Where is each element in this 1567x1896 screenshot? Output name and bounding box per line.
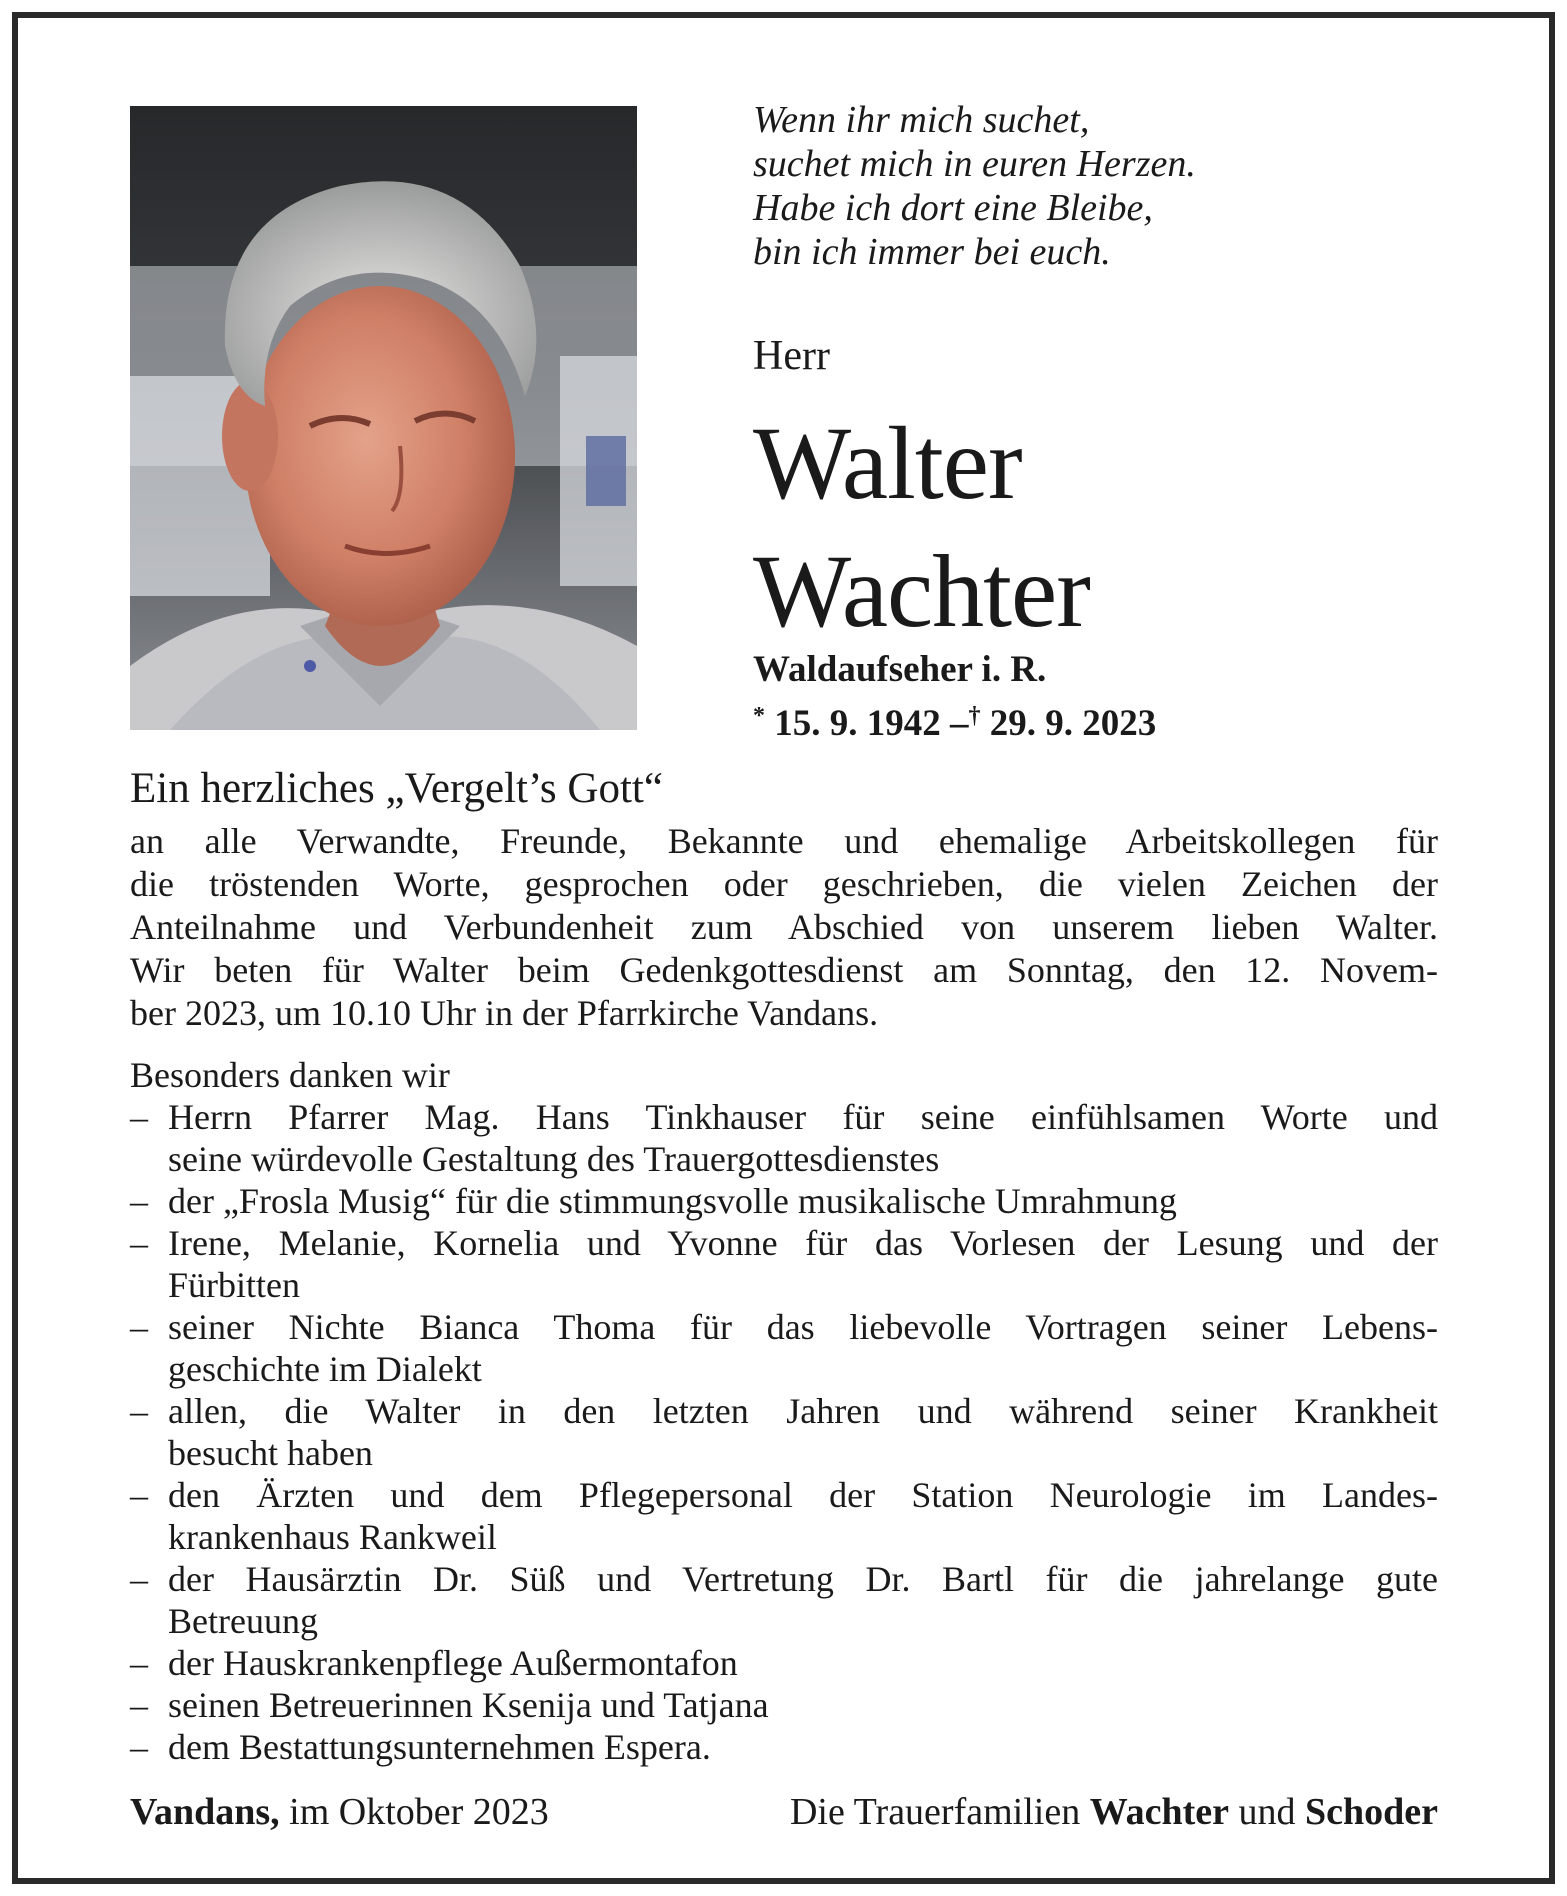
dash-bullet: – <box>130 1475 148 1515</box>
first-name: Walter <box>753 406 1022 521</box>
thanks-item-line: Betreuung <box>168 1601 318 1641</box>
birth-symbol: * <box>753 703 765 729</box>
occupation: Waldaufseher i. R. <box>753 649 1047 690</box>
death-symbol: † <box>968 703 981 729</box>
thanks-item <box>130 1642 1438 1684</box>
thanks-item <box>130 1474 1438 1558</box>
thanks-item-line: Irene, Melanie, Kornelia und Yvonne für das Vorlesen der Lesung und der <box>168 1223 1438 1263</box>
life-dates <box>753 694 1156 746</box>
paragraph-line: Wir beten für Walter beim Gedenkgottesdienst am Sonntag, den 12. Novem- <box>130 950 1438 990</box>
poem <box>753 98 1196 274</box>
thanks-item-line: allen, die Walter in den letzten Jahren und während seiner Krankheit <box>168 1391 1438 1431</box>
portrait-photo <box>130 106 637 730</box>
family-name: Schoder <box>1305 1791 1438 1833</box>
paragraph-line: an alle Verwandte, Freunde, Bekannte und ehemalige Arbeitskollegen für <box>130 821 1438 861</box>
thanks-intro: Besonders danken wir <box>130 1055 450 1095</box>
thanks-item-line: seiner Nichte Bianca Thoma für das liebevolle Vortragen seiner Lebens- <box>168 1307 1438 1347</box>
thanks-item-line: geschichte im Dialekt <box>168 1349 482 1389</box>
dash-bullet: – <box>130 1643 148 1683</box>
thanks-item-line: dem Bestattungsunternehmen Espera. <box>168 1727 711 1767</box>
thanks-item-line: seinen Betreuerinnen Ksenija und Tatjana <box>168 1685 769 1725</box>
dash-bullet: – <box>130 1391 148 1431</box>
thanks-item-line: den Ärzten und dem Pflegepersonal der Station Neurologie im Landes- <box>168 1475 1438 1515</box>
paragraph-line: die tröstenden Worte, gesprochen oder geschrieben, die vielen Zeichen der <box>130 864 1438 904</box>
poem-line: bin ich immer bei euch. <box>753 231 1111 273</box>
thanks-item-line: krankenhaus Rankweil <box>168 1517 497 1557</box>
thanks-item <box>130 1306 1438 1390</box>
place: Vandans, <box>130 1791 280 1833</box>
thanks-item <box>130 1684 1438 1726</box>
death-date: 29. 9. 2023 <box>989 703 1157 744</box>
thanks-paragraph <box>130 820 1438 1035</box>
thanks-item-line: Herrn Pfarrer Mag. Hans Tinkhauser für seine einfühlsamen Worte und <box>168 1097 1438 1137</box>
last-name: Wachter <box>753 534 1090 649</box>
thanks-item-line: Fürbitten <box>168 1265 300 1305</box>
thanks-item <box>130 1180 1438 1222</box>
dash-bullet: – <box>130 1223 148 1263</box>
poem-line: Habe ich dort eine Bleibe, <box>753 187 1153 229</box>
salutation: Herr <box>753 333 830 379</box>
thanks-list <box>130 1096 1438 1768</box>
paragraph-line: Anteilnahme und Verbundenheit zum Abschied von unserem lieben Walter. <box>130 907 1438 947</box>
thanks-item-line: besucht haben <box>168 1433 373 1473</box>
thanks-item-line: der „Frosla Musig“ für die stimmungsvolle musikalische Umrahmung <box>168 1181 1177 1221</box>
thanks-item <box>130 1558 1438 1642</box>
thanks-item <box>130 1096 1438 1180</box>
dash-bullet: – <box>130 1097 148 1137</box>
families-prefix: Die Trauerfamilien <box>789 1791 1081 1833</box>
date-separator: – <box>950 703 969 744</box>
dash-bullet: – <box>130 1559 148 1599</box>
thanks-item-line: der Hauskrankenpflege Außermontafon <box>168 1643 738 1683</box>
paragraph-line: ber 2023, um 10.10 Uhr in der Pfarrkirche Vandans. <box>130 993 879 1033</box>
date: im Oktober 2023 <box>289 1791 549 1833</box>
families <box>790 1790 1438 1834</box>
thanks-item-line: seine würdevolle Gestaltung des Trauergottesdienstes <box>168 1139 940 1179</box>
poem-line: suchet mich in euren Herzen. <box>753 143 1196 185</box>
birth-date: 15. 9. 1942 <box>774 703 941 744</box>
dash-bullet: – <box>130 1307 148 1347</box>
poem-line: Wenn ihr mich suchet, <box>753 99 1090 141</box>
thanks-item <box>130 1222 1438 1306</box>
conjunction: und <box>1238 1791 1296 1833</box>
thanks-item-line: der Hausärztin Dr. Süß und Vertretung Dr. Bartl für die jahrelange gute <box>168 1559 1438 1599</box>
thanks-heading: Ein herzliches „Vergelt’s Gott“ <box>130 765 663 812</box>
thanks-item <box>130 1390 1438 1474</box>
thanks-item <box>130 1726 1438 1768</box>
dash-bullet: – <box>130 1727 148 1767</box>
family-name: Wachter <box>1089 1791 1229 1833</box>
dash-bullet: – <box>130 1181 148 1221</box>
deceased-name <box>753 400 1090 656</box>
dash-bullet: – <box>130 1685 148 1725</box>
place-date <box>130 1790 549 1834</box>
